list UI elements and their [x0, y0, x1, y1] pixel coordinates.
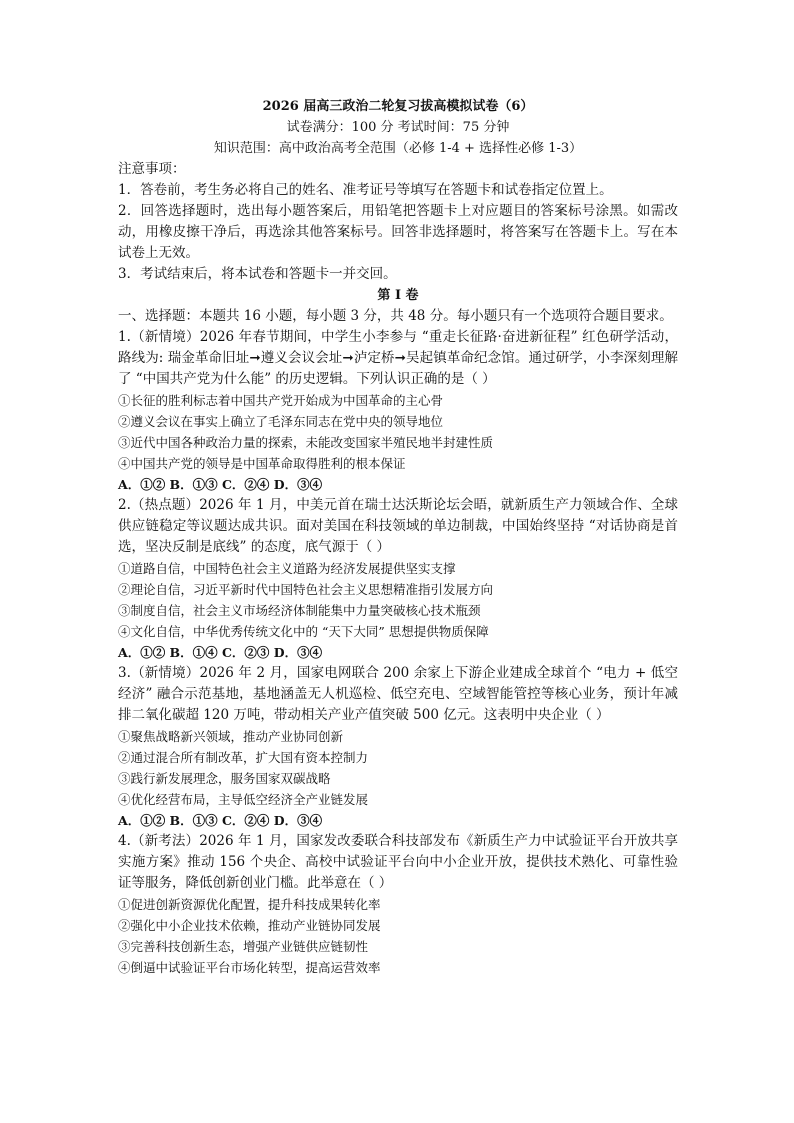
option-item: ④优化经营布局，主导低空经济全产业链发展: [118, 792, 369, 807]
option-item: ③近代中国各种政治力量的探索，未能改变国家半殖民地半封建性质: [118, 435, 494, 450]
exam-info: 试卷满分：100 分 考试时间：75 分钟: [286, 120, 510, 135]
question-3: [118, 663, 678, 831]
question-4: [118, 831, 678, 978]
option-item: ③完善科技创新生态，增强产业链供应链韧性: [118, 939, 369, 954]
exam-scope: 知识范围：高中政治高考全范围（必修 1-4 + 选择性必修 1-3）: [213, 141, 583, 156]
notes-heading: 注意事项：: [118, 161, 186, 177]
option-item: ③践行新发展理念，服务国家双碳战略: [118, 771, 331, 786]
option-item: ②通过混合所有制改革，扩大国有资本控制力: [118, 750, 369, 765]
question-2: [118, 495, 678, 663]
exam-title: 2026 届高三政治二轮复习拔高模拟试卷（6）: [262, 99, 534, 114]
option-item: ②强化中小企业技术依赖，推动产业链协同发展: [118, 918, 381, 933]
option-item: ①长征的胜利标志着中国共产党开始成为中国革命的主心骨: [118, 393, 444, 408]
option-item: ④中国共产党的领导是中国革命取得胜利的根本保证: [118, 456, 406, 471]
option-item: ②遵义会议在事实上确立了毛泽东同志在党中央的领导地位: [118, 414, 444, 429]
option-item: ④倒逼中试验证平台市场化转型，提高运营效率: [118, 960, 381, 975]
option-item: ①促进创新资源优化配置，提升科技成果转化率: [118, 897, 381, 912]
question-stem: 1.（新情境）2026 年春节期间，中学生小李参与 “重走长征路·奋进新征程” 红色研学活动，路线为: 瑞金革命旧址➞遵义会议会址➞泸定桥➞吴起镇革命纪念馆。通过研学，小李深刻理解了 “中国共产党为什么能” 的历史逻辑。下列认识正确的是（ ）: [118, 329, 678, 387]
option-item: ③制度自信，社会主义市场经济体制能集中力量突破核心技术瓶颈: [118, 603, 481, 618]
question-1: [118, 327, 678, 495]
answer-choices: A．①② B．①③ C．②④ D．③④: [118, 813, 323, 828]
exam-page: [118, 96, 678, 978]
section-intro: 一、选择题：本题共 16 小题，每小题 3 分，共 48 分。每小题只有一个选项符合题目要求。: [118, 308, 673, 324]
note-item: 3．考试结束后，将本试卷和答题卡一并交回。: [118, 266, 397, 282]
question-stem: 3.（新情境）2026 年 2 月，国家电网联合 200 余家上下游企业建成全球首个 “电力 + 低空经济” 融合示范基地，基地涵盖无人机巡检、低空充电、空域智能管控等核心业务，预计年减排二氧化碳超 120 万吨，带动相关产业产值突破 500 亿元。这表明中央企业（ ）: [118, 665, 678, 723]
answer-choices: A．①② B．①③ C．②④ D．③④: [118, 477, 323, 492]
note-item: 1．答卷前，考生务必将自己的姓名、准考证号等填写在答题卡和试卷指定位置上。: [118, 182, 613, 198]
option-item: ①道路自信，中国特色社会主义道路为经济发展提供坚实支撑: [118, 561, 456, 576]
answer-choices: A．①② B．①④ C．②③ D．③④: [118, 645, 323, 660]
option-item: ①聚焦战略新兴领域，推动产业协同创新: [118, 729, 344, 744]
option-item: ④文化自信，中华优秀传统文化中的 “天下大同” 思想提供物质保障: [118, 624, 489, 639]
section-juan: 第 Ⅰ 卷: [377, 288, 419, 303]
option-item: ②理论自信，习近平新时代中国特色社会主义思想精准指引发展方向: [118, 582, 494, 597]
question-stem: 2.（热点题）2026 年 1 月，中美元首在瑞士达沃斯论坛会晤，就新质生产力领域合作、全球供应链稳定等议题达成共识。面对美国在科技领域的单边制裁，中国始终坚持 “对话协商是首选，坚决反制是底线” 的态度，底气源于（ ）: [118, 497, 678, 555]
note-item: 2．回答选择题时，选出每小题答案后，用铅笔把答题卡上对应题目的答案标号涂黑。如需改动，用橡皮擦干净后，再选涂其他答案标号。回答非选择题时，将答案写在答题卡上。写在本试卷上无效。: [118, 203, 678, 261]
question-stem: 4.（新考法）2026 年 1 月，国家发改委联合科技部发布《新质生产力中试验证平台开放共享实施方案》推动 156 个央企、高校中试验证平台向中小企业开放，提供技术熟化、可靠性验证等服务，降低创新创业门槛。此举意在（ ）: [118, 833, 678, 891]
